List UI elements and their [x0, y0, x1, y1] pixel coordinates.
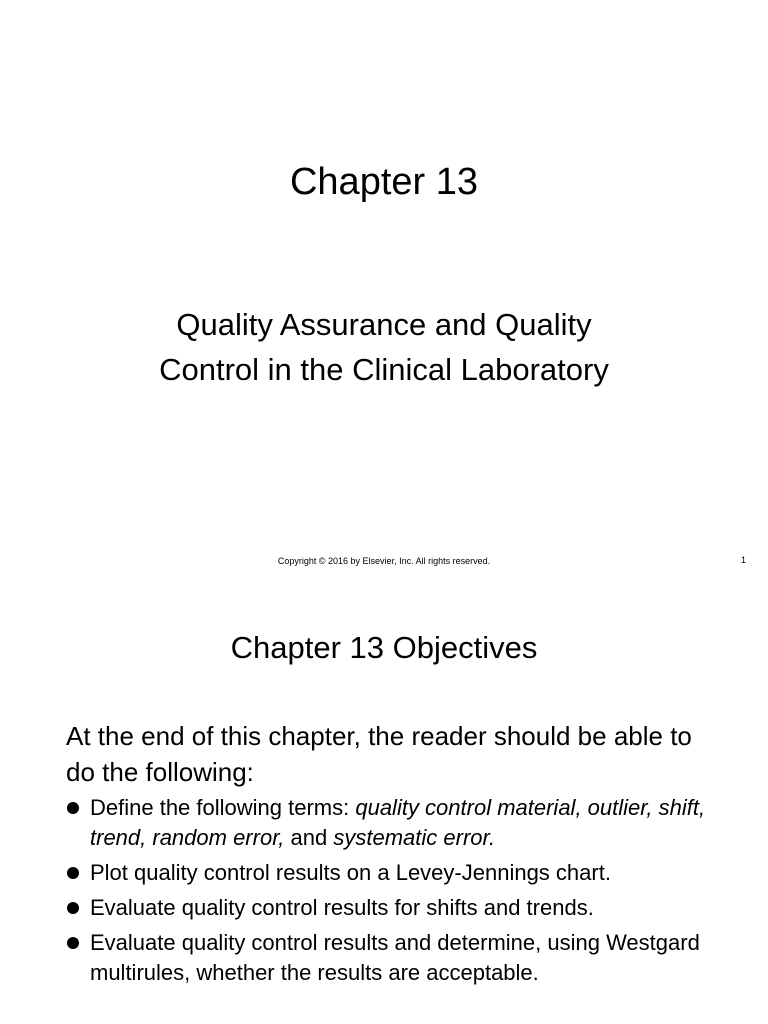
objective-text: Define the following terms: — [90, 795, 356, 820]
objective-terms: quality control material, outlier, shift, trend, random error, — [90, 795, 706, 850]
objective-item-plot — [66, 858, 726, 888]
objectives-intro: At the end of this chapter, the reader should be able to do the following: — [66, 721, 692, 787]
objectives-list — [66, 793, 726, 993]
chapter-title: Chapter 13 — [289, 161, 478, 203]
objective-item-shifts-trends — [66, 893, 726, 923]
copyright-notice: Copyright © 2016 by Elsevier, Inc. All rights reserved. — [277, 556, 491, 566]
bullet-icon — [67, 937, 79, 949]
bullet-icon — [67, 802, 79, 814]
objective-text: Evaluate quality control results for shifts and trends. — [90, 895, 594, 920]
bullet-icon — [67, 867, 79, 879]
objective-text: Plot quality control results on a Levey-Jennings chart. — [90, 860, 611, 885]
chapter-subtitle — [84, 302, 684, 392]
objective-connector: and — [284, 825, 334, 850]
objectives-slide — [0, 590, 768, 1024]
bullet-icon — [67, 902, 79, 914]
objective-item-westgard — [66, 928, 726, 988]
objective-text: Evaluate quality control results and determine, using Westgard multirules, whether the results are acceptable. — [90, 930, 700, 985]
subtitle-line-1: Quality Assurance and Quality — [176, 307, 592, 342]
objective-term-last: systematic error. — [333, 825, 496, 850]
objectives-title: Chapter 13 Objectives — [230, 630, 538, 665]
subtitle-line-2: Control in the Clinical Laboratory — [159, 352, 609, 387]
page-number: 1 — [740, 555, 746, 565]
objective-item-define-terms — [66, 793, 726, 853]
